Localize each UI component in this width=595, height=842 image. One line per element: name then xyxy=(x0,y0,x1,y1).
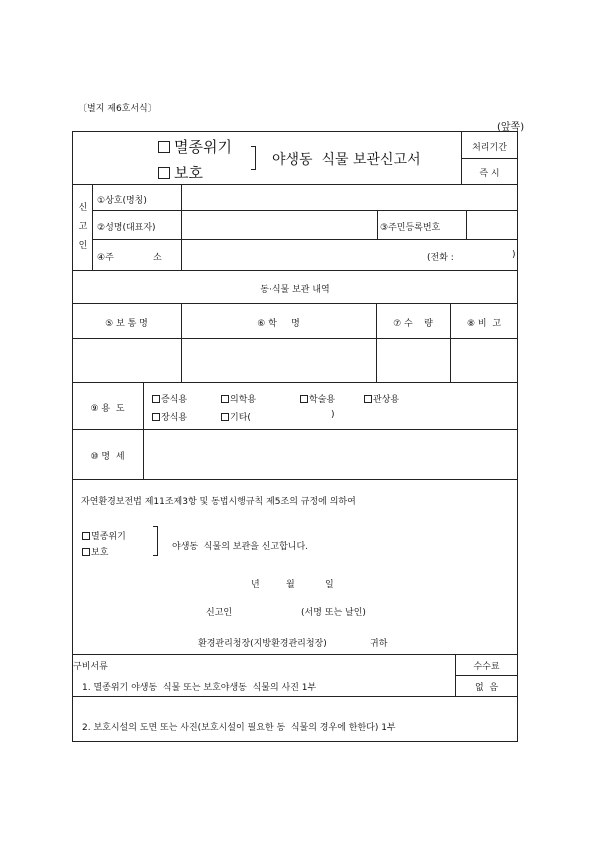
checkbox-icon xyxy=(221,395,229,403)
name-label: ②성명(대표자) xyxy=(97,223,156,233)
title-option-protected xyxy=(158,162,203,183)
front-side-label: (앞쪽) xyxy=(497,122,525,133)
protected-checkbox[interactable] xyxy=(158,167,170,179)
row-line xyxy=(72,654,518,655)
checkbox-icon xyxy=(82,532,90,540)
row-line xyxy=(72,382,518,383)
applicant-section-label xyxy=(77,199,89,256)
date-month: 월 xyxy=(286,580,295,590)
label-char: 인 xyxy=(78,241,88,251)
statement-label: ⑩ 명 세 xyxy=(90,452,125,462)
name-field[interactable] xyxy=(182,211,376,238)
usage-option-label: 학술용 xyxy=(309,395,336,405)
col-quantity: ⑦ 수 량 xyxy=(393,319,433,329)
usage-other[interactable] xyxy=(221,410,251,423)
applicant-signature-field[interactable] xyxy=(240,601,295,617)
col-line xyxy=(377,210,378,239)
form-number: 〔별지 제6호서식〕 xyxy=(78,104,157,114)
address-label-a: ④주 xyxy=(97,253,114,263)
usage-decoration[interactable] xyxy=(152,410,187,423)
usage-option-label: 관상용 xyxy=(373,395,400,405)
legal-basis: 자연환경보전법 제11조제3항 및 동법시행규칙 제5조의 규정에 의하여 xyxy=(81,497,356,507)
title-option1-text: 멸종위기 xyxy=(174,138,232,156)
label-char: 신 xyxy=(78,203,88,213)
phone-label-open: (전화 : xyxy=(427,253,454,263)
common-name-field[interactable] xyxy=(73,339,180,381)
address-label-b: 소 xyxy=(153,253,162,263)
col-remarks: ⑧ 비 고 xyxy=(466,319,502,329)
row-line xyxy=(72,479,518,480)
statement-field[interactable] xyxy=(144,430,517,478)
declaration-bracket xyxy=(153,526,158,556)
checkbox-icon xyxy=(364,395,372,403)
form-title: 야생동 식물 보관신고서 xyxy=(272,152,421,168)
col-scientific-name: ⑥ 학 명 xyxy=(257,319,300,329)
usage-label: ⑨ 용 도 xyxy=(90,404,125,414)
usage-option-label: 기타( xyxy=(230,413,251,423)
processing-period-label: 처리기간 xyxy=(472,143,507,153)
usage-propagation[interactable] xyxy=(152,392,187,405)
processing-period-value: 즉 시 xyxy=(479,169,500,179)
checkbox-icon xyxy=(152,413,160,421)
usage-option-label: 의학용 xyxy=(230,395,257,405)
usage-option-label: 장식용 xyxy=(161,413,188,423)
storage-section-title: 동·식물 보관 내역 xyxy=(260,285,330,295)
declaration-option2-text: 보호 xyxy=(91,548,109,558)
document-item-2: 2. 보호시설의 도면 또는 사진(보호시설이 필요한 동 식물의 경우에 한한다) 1부 xyxy=(82,723,396,733)
declaration-text: 야생동 식물의 보관을 신고합니다. xyxy=(172,542,309,552)
fee-value: 없 음 xyxy=(474,683,499,693)
address-field[interactable] xyxy=(182,240,402,269)
label-char: 고 xyxy=(78,222,88,232)
col-line xyxy=(92,184,93,270)
resident-no-field[interactable] xyxy=(467,211,517,238)
document-item-1: 1. 멸종위기 야생동 식물 또는 보호야생동 식물의 사진 1부 xyxy=(82,683,317,693)
period-divider xyxy=(461,158,518,159)
recipient: 환경관리청장(지방환경관리청장) xyxy=(198,639,327,649)
usage-academic[interactable] xyxy=(300,392,335,405)
applicant-label: 신고인 xyxy=(206,608,233,618)
row-line xyxy=(455,675,518,676)
remarks-field[interactable] xyxy=(451,339,517,381)
checkbox-icon xyxy=(300,395,308,403)
date-day: 일 xyxy=(325,580,334,590)
usage-medical[interactable] xyxy=(221,392,256,405)
row-line xyxy=(72,270,518,271)
honorific: 귀하 xyxy=(370,639,388,649)
title-option2-text: 보호 xyxy=(174,164,203,182)
phone-label-close: ) xyxy=(512,250,516,260)
signature-note: (서명 또는 날인) xyxy=(301,608,366,618)
quantity-field[interactable] xyxy=(377,339,449,381)
usage-other-input[interactable] xyxy=(262,408,328,422)
fee-label: 수수료 xyxy=(473,662,500,672)
title-bracket xyxy=(251,146,256,170)
business-name-field[interactable] xyxy=(182,185,517,209)
business-name-label: ①상호(명칭) xyxy=(97,196,147,206)
declaration-option-protected[interactable] xyxy=(82,545,108,558)
checkbox-icon xyxy=(152,395,160,403)
usage-ornamental[interactable] xyxy=(364,392,399,405)
col-common-name: ⑤ 보 통 명 xyxy=(105,319,148,329)
checkbox-icon xyxy=(221,413,229,421)
declaration-option-endangered[interactable] xyxy=(82,529,126,542)
usage-other-close: ) xyxy=(331,410,335,420)
phone-field[interactable] xyxy=(460,244,510,264)
resident-no-label: ③주민등록번호 xyxy=(380,223,441,233)
checkbox-icon xyxy=(82,548,90,556)
title-option-endangered xyxy=(158,136,232,157)
declaration-option1-text: 멸종위기 xyxy=(91,532,126,542)
endangered-checkbox[interactable] xyxy=(158,141,170,153)
documents-label: 구비서류 xyxy=(73,662,108,672)
row-line xyxy=(72,303,518,304)
row-line xyxy=(72,696,518,697)
scientific-name-field[interactable] xyxy=(182,339,375,381)
date-year: 년 xyxy=(251,580,260,590)
usage-option-label: 증식용 xyxy=(161,395,188,405)
